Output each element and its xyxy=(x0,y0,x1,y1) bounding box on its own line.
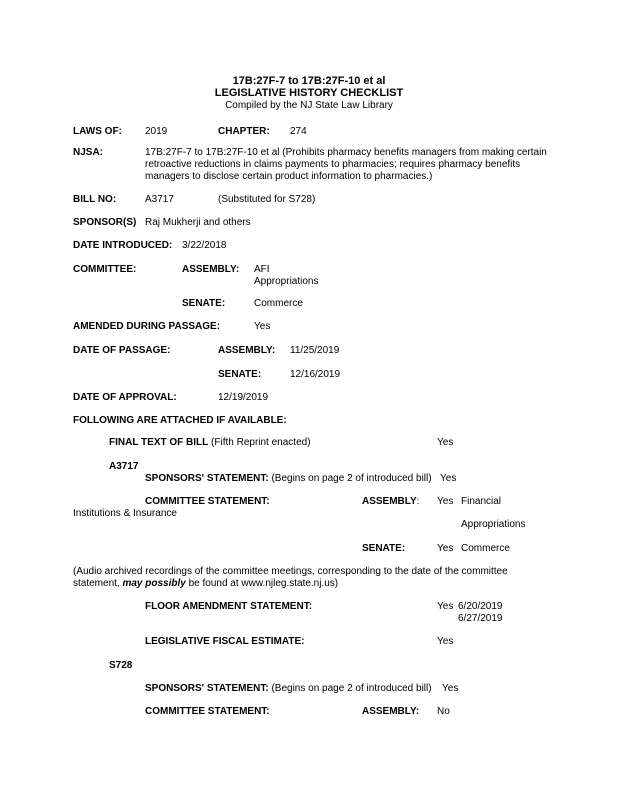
document-title: 17B:27F-7 to 17B:27F-10 et al xyxy=(232,75,386,87)
laws-of-label: LAWS OF: xyxy=(73,126,122,137)
document-subtitle: LEGISLATIVE HISTORY CHECKLIST xyxy=(214,87,404,99)
sponsors-label: SPONSOR(S) xyxy=(73,217,137,228)
committee-assembly-value-1: AFI xyxy=(254,264,270,275)
s728-sponsors-statement-value: Yes xyxy=(442,683,459,694)
njsa-label: NJSA: xyxy=(73,147,104,158)
final-text-label: FINAL TEXT OF BILL xyxy=(109,437,209,448)
floor-amendment-date-1: 6/20/2019 xyxy=(458,601,503,612)
njsa-line-3: managers to disclose certain product information to pharmacies.) xyxy=(145,171,433,182)
bill-no-value: A3717 xyxy=(145,194,174,205)
a3717-committee-assembly xyxy=(362,496,419,508)
a3717-committee-assembly-value: Yes xyxy=(437,496,454,507)
a3717-sponsors-statement-label: SPONSORS' STATEMENT: xyxy=(145,473,269,484)
chapter-label: CHAPTER: xyxy=(218,126,270,137)
date-of-approval-value: 12/19/2019 xyxy=(218,392,269,403)
fiscal-estimate-value: Yes xyxy=(437,636,454,647)
s728-sponsors-statement-label: SPONSORS' STATEMENT: xyxy=(145,683,269,694)
audio-note-line-2c: be found at www.njleg.state.nj.us) xyxy=(185,578,339,589)
s728-committee-assembly-value: No xyxy=(437,706,450,717)
a3717-committee-name-1b: Institutions & Insurance xyxy=(73,508,177,519)
a3717-committee-name-2: Appropriations xyxy=(461,519,526,530)
date-introduced-value: 3/22/2018 xyxy=(182,240,227,251)
passage-senate-label: SENATE: xyxy=(218,369,262,380)
committee-assembly-value-2: Appropriations xyxy=(254,276,319,287)
amended-label: AMENDED DURING PASSAGE: xyxy=(73,321,221,332)
amended-value: Yes xyxy=(254,321,271,332)
s728-sponsors-statement-note: (Begins on page 2 of introduced bill) xyxy=(268,683,432,694)
final-text-note: (Fifth Reprint enacted) xyxy=(208,437,311,448)
a3717-committee-assembly-colon: : xyxy=(416,496,420,507)
floor-amendment-value: Yes xyxy=(437,601,454,612)
a3717-committee-name-1a: Financial xyxy=(461,496,502,507)
date-introduced-label: DATE INTRODUCED: xyxy=(73,240,173,251)
a3717-committee-senate-value: Yes xyxy=(437,543,454,554)
a3717-committee-senate-name: Commerce xyxy=(461,543,510,554)
audio-note-line-2 xyxy=(73,578,338,590)
audio-note-emphasis: may possibly xyxy=(122,578,186,589)
njsa-line-2: retroactive reductions in claims payments to pharmacies; requires pharmacy benefits xyxy=(145,159,521,170)
laws-of-value: 2019 xyxy=(145,126,168,137)
a3717-sponsors-statement-note: (Begins on page 2 of introduced bill) xyxy=(268,473,432,484)
final-text-row xyxy=(109,437,311,449)
audio-note-line-2a: statement, xyxy=(73,578,123,589)
attached-heading: FOLLOWING ARE ATTACHED IF AVAILABLE: xyxy=(73,415,287,426)
passage-assembly-label: ASSEMBLY: xyxy=(218,345,276,356)
bill-substituted-note: (Substituted for S728) xyxy=(218,194,316,205)
a3717-committee-assembly-label: ASSEMBLY xyxy=(362,496,417,507)
passage-senate-value: 12/16/2019 xyxy=(290,369,341,380)
date-of-passage-label: DATE OF PASSAGE: xyxy=(73,345,171,356)
committee-senate-label: SENATE: xyxy=(182,298,226,309)
compiled-by: Compiled by the NJ State Law Library xyxy=(225,100,393,111)
audio-note-line-1: (Audio archived recordings of the committee meetings, corresponding to the date of the committee xyxy=(73,566,508,577)
s728-committee-assembly-label: ASSEMBLY: xyxy=(362,706,420,717)
date-of-approval-label: DATE OF APPROVAL: xyxy=(73,392,177,403)
a3717-sponsors-statement-value: Yes xyxy=(440,473,457,484)
committee-label: COMMITTEE: xyxy=(73,264,137,275)
a3717-committee-statement-label: COMMITTEE STATEMENT: xyxy=(145,496,270,507)
sponsors-value: Raj Mukherji and others xyxy=(145,217,251,228)
s728-label: S728 xyxy=(109,660,133,671)
fiscal-estimate-label: LEGISLATIVE FISCAL ESTIMATE: xyxy=(145,636,305,647)
a3717-label: A3717 xyxy=(109,461,139,472)
passage-assembly-value: 11/25/2019 xyxy=(290,345,340,356)
njsa-line-1: 17B:27F-7 to 17B:27F-10 et al (Prohibits pharmacy benefits managers from making certain xyxy=(145,147,547,158)
chapter-value: 274 xyxy=(290,126,307,137)
floor-amendment-label: FLOOR AMENDMENT STATEMENT: xyxy=(145,601,313,612)
final-text-value: Yes xyxy=(437,437,454,448)
s728-committee-statement-label: COMMITTEE STATEMENT: xyxy=(145,706,270,717)
a3717-sponsors-statement-row xyxy=(145,473,432,485)
committee-assembly-label: ASSEMBLY: xyxy=(182,264,240,275)
s728-sponsors-statement-row xyxy=(145,683,432,695)
a3717-committee-senate-label: SENATE: xyxy=(362,543,406,554)
committee-senate-value: Commerce xyxy=(254,298,303,309)
bill-no-label: BILL NO: xyxy=(73,194,117,205)
floor-amendment-date-2: 6/27/2019 xyxy=(458,613,503,624)
